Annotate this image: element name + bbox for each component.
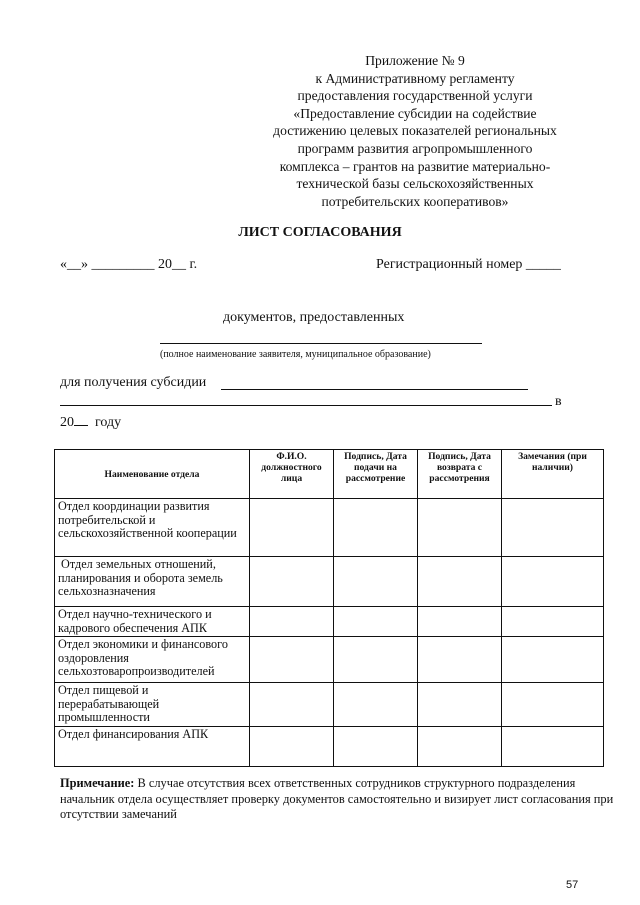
submit-sign-cell[interactable] [334,683,418,727]
submit-sign-cell[interactable] [334,499,418,557]
header-line: потребительских кооперативов» [321,193,509,209]
appendix-header [250,52,580,210]
documents-text: документов, предоставленных [223,310,405,325]
return-sign-cell[interactable] [418,683,502,727]
fio-cell[interactable] [250,727,334,767]
header-line: достижению целевых показателей региональных [273,123,557,139]
return-sign-cell[interactable] [418,557,502,607]
remarks-cell[interactable] [502,607,604,637]
header-line: предоставления государственной услуги [297,88,533,104]
remarks-cell[interactable] [502,683,604,727]
submit-sign-cell[interactable] [334,727,418,767]
return-sign-cell[interactable] [418,607,502,637]
fio-cell[interactable] [250,683,334,727]
header-line: Приложение № 9 [365,53,465,68]
applicant-line [160,343,482,344]
header-line: к Административному регламенту [315,70,515,86]
header-line: «Предоставление субсидии на содействие [293,105,537,121]
submit-sign-cell[interactable] [334,557,418,607]
year-blank [74,414,88,426]
subsidy-label: для получения субсидии [60,375,207,390]
department-cell: Отдел научно-технического и кадрового обеспечения АПК [55,607,250,637]
page-title: ЛИСТ СОГЛАСОВАНИЯ [238,225,402,240]
remarks-cell[interactable] [502,727,604,767]
year-prefix: 20 [60,415,74,430]
date-line: «__» _________ 20__ г. [60,257,198,272]
column-header: Наименование отдела [55,450,250,499]
year-word: году [95,415,122,430]
return-sign-cell[interactable] [418,727,502,767]
department-cell: Отдел финансирования АПК [55,727,250,767]
applicant-caption: (полное наименование заявителя, муниципальное образование) [160,349,431,360]
line-suffix: в [555,394,562,409]
table-row [55,683,604,727]
return-sign-cell[interactable] [418,637,502,683]
column-header: Ф.И.О. должностного лица [250,450,334,499]
page-number: 57 [566,879,579,891]
note [60,776,620,823]
column-header: Замечания (при наличии) [502,450,604,499]
year-line [60,414,121,431]
approval-table [54,449,604,767]
table-row [55,727,604,767]
department-cell: Отдел земельных отношений, планирования и оборота земель сельхозназначения [55,557,250,607]
fio-cell[interactable] [250,499,334,557]
submit-sign-cell[interactable] [334,637,418,683]
subsidy-line [221,389,528,390]
registration-number: Регистрационный номер _____ [376,257,561,272]
header-line: программ развития агропромышленного [297,140,533,156]
fio-cell[interactable] [250,607,334,637]
header-line: технической базы сельскохозяйственных [296,176,534,192]
fio-cell[interactable] [250,557,334,607]
note-label: Примечание: [60,776,135,790]
column-header: Подпись, Дата возврата с рассмотрения [418,450,502,499]
department-cell: Отдел экономики и финансового оздоровления сельхозтоваропроизводителей [55,637,250,683]
department-cell: Отдел пищевой и перерабатывающей промышленности [55,683,250,727]
column-header: Подпись, Дата подачи на рассмотрение [334,450,418,499]
subsidy-line-2 [60,405,552,406]
table-row [55,499,604,557]
remarks-cell[interactable] [502,557,604,607]
note-text: В случае отсутствия всех ответственных сотрудников структурного подразделения начальник отдела осуществляет проверку документов самостоятельно и визирует лист согласования при отсутствии замечаний [60,776,614,821]
return-sign-cell[interactable] [418,499,502,557]
header-line: комплекса – грантов на развитие материально- [279,158,551,174]
submit-sign-cell[interactable] [334,607,418,637]
table-row [55,607,604,637]
table-row [55,637,604,683]
fio-cell[interactable] [250,637,334,683]
remarks-cell[interactable] [502,637,604,683]
department-cell: Отдел координации развития потребительской и сельскохозяйственной кооперации [55,499,250,557]
table-header-row [55,450,604,499]
table-row [55,557,604,607]
remarks-cell[interactable] [502,499,604,557]
